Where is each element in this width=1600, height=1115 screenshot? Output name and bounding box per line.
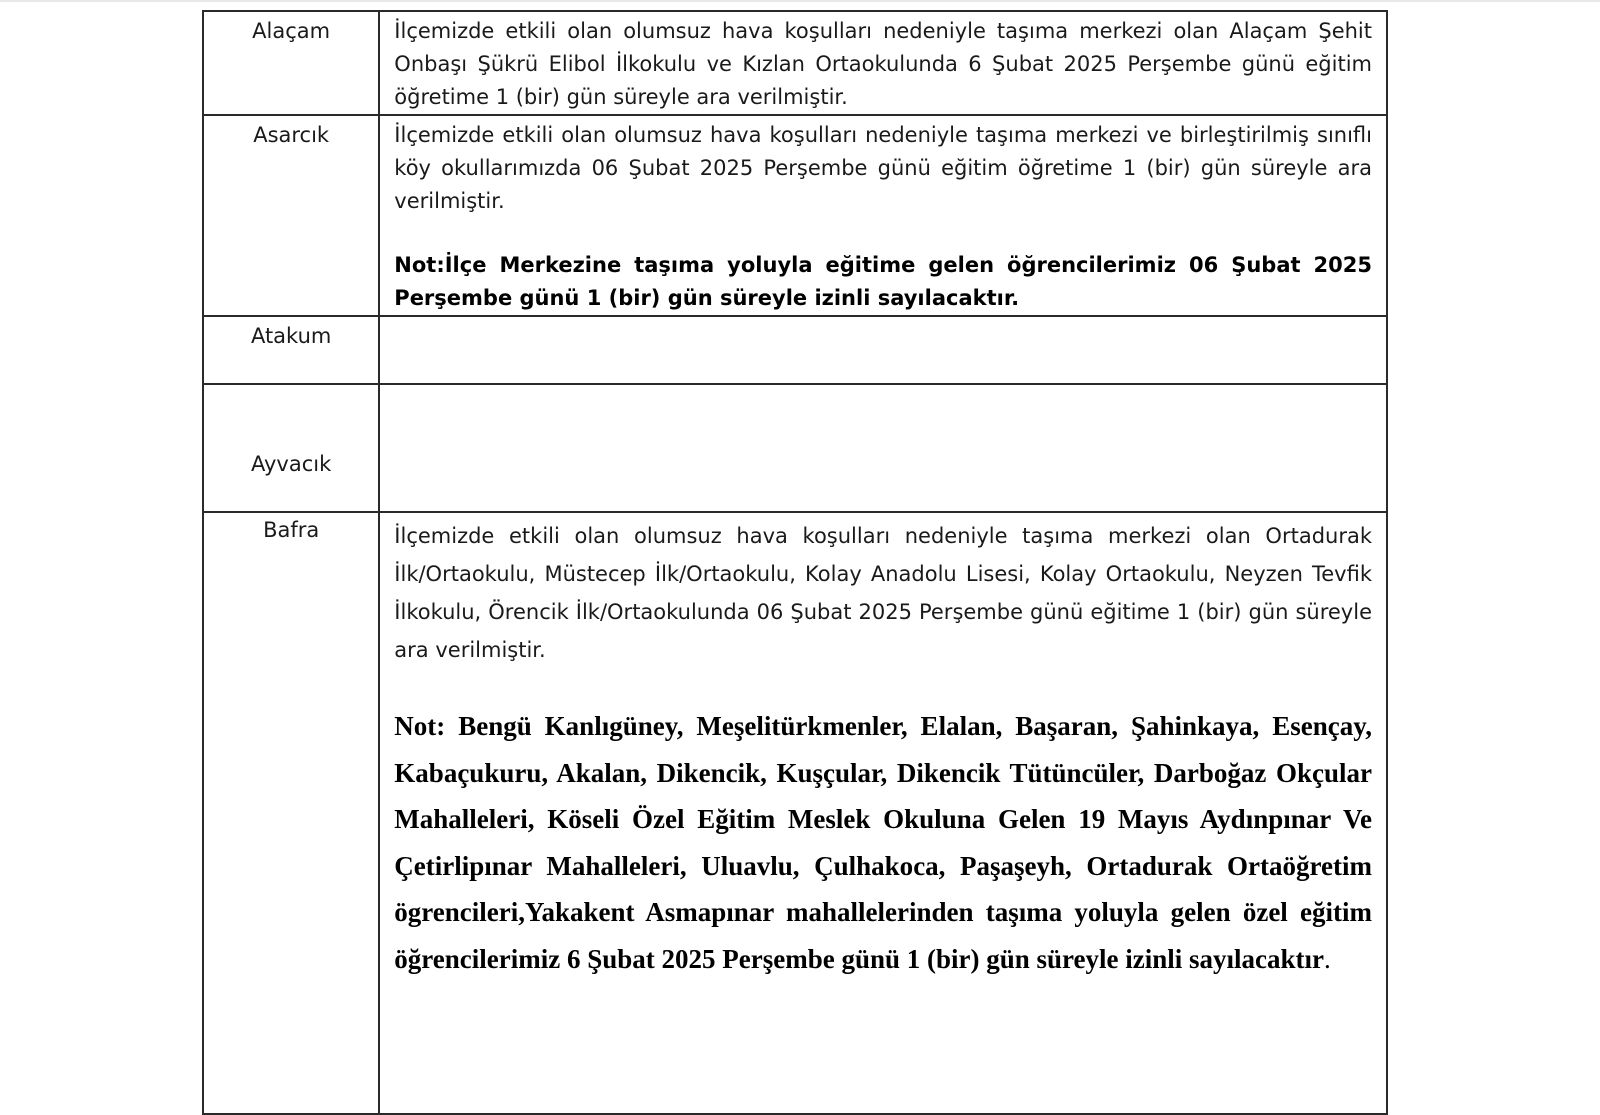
district-name: Atakum <box>250 324 332 348</box>
district-cell <box>203 384 379 512</box>
district-name: Alaçam <box>252 19 331 43</box>
top-edge-strip <box>0 0 1600 2</box>
announcement-note: Not:İlçe Merkezine taşıma yoluyla eğitime gelen öğrencilerimiz 06 Şubat 2025 Perşembe günü 1 (bir) gün süreyle izinli sayılacaktır. <box>394 253 1372 310</box>
announcement-body <box>380 513 1386 982</box>
announcement-text <box>380 317 1386 320</box>
announcement-text: İlçemizde etkili olan olumsuz hava koşulları nedeniyle taşıma merkezi ve birleştirilmiş sınıflı köy okullarımızda 06 Şubat 2025 Perşembe günü eğitim öğretime 1 (bir) gün süreyle ara verilmiştir. <box>394 123 1372 213</box>
announcement-note <box>394 703 1372 982</box>
district-announcement-table <box>202 10 1388 1115</box>
description-cell <box>379 115 1387 316</box>
table-row-ayvacik <box>203 384 1387 512</box>
announcement-text <box>380 385 1386 388</box>
announcement-text: İlçemizde etkili olan olumsuz hava koşulları nedeniyle taşıma merkezi olan Ortadurak İlk/Ortaokulu, Müstecep İlk/Ortaokulu, Kolay Anadolu Lisesi, Kolay Ortaokulu, Neyzen Tevfik İlkokulu, Örencik İlk/Ortaokulunda 06 Şubat 2025 Perşembe günü eğitime 1 (bir) gün süreyle ara verilmiştir. <box>394 524 1372 662</box>
table-row-bafra <box>203 512 1387 1114</box>
district-cell <box>203 115 379 316</box>
district-name: Asarcık <box>253 123 330 147</box>
table-row-atakum <box>203 316 1387 384</box>
district-cell <box>203 512 379 1114</box>
announcement-body <box>380 116 1386 315</box>
district-name: Ayvacık <box>251 452 332 476</box>
description-cell <box>379 512 1387 1114</box>
note-text: Not: Bengü Kanlıgüney, Meşelitürkmenler, Elalan, Başaran, Şahinkaya, Esençay, Kabaçukuru, Akalan, Dikencik, Kuşçular, Dikencik Tütüncüler, Darboğaz Okçular Mahalleleri, Köseli Özel Eğitim Meslek Okuluna Gelen 19 Mayıs Aydınpınar Ve Çetirlipınar Mahalleleri, Uluavlu, Çulhakoca, Paşaşeyh, Ortadurak Ortaöğretim ögrencileri,Yakakent Asmapınar mahallelerinden taşıma yoluyla gelen özel eğitim öğrencilerimiz 6 Şubat 2025 Perşembe günü 1 (bir) gün süreyle izinli sayılacaktır <box>394 711 1372 974</box>
description-cell <box>379 384 1387 512</box>
district-cell <box>203 316 379 384</box>
district-cell <box>203 11 379 115</box>
table-row-alacam <box>203 11 1387 115</box>
table-row-asarcik <box>203 115 1387 316</box>
announcement-text: İlçemizde etkili olan olumsuz hava koşulları nedeniyle taşıma merkezi olan Alaçam Şehit Onbaşı Şükrü Elibol İlkokulu ve Kızlan Ortaokulunda 6 Şubat 2025 Perşembe günü eğitim öğretime 1 (bir) gün süreyle ara verilmiştir. <box>394 19 1372 109</box>
description-cell <box>379 316 1387 384</box>
note-period: . <box>1324 943 1331 974</box>
description-cell <box>379 11 1387 115</box>
district-name: Bafra <box>263 518 320 542</box>
